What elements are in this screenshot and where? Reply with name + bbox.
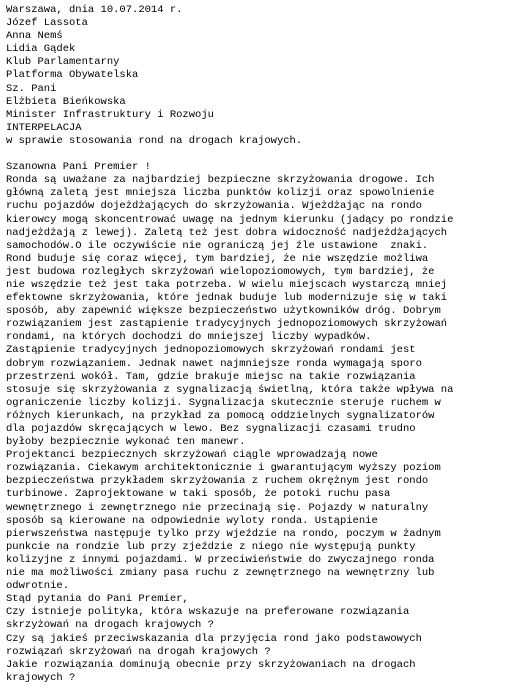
- body-line: Projektanci bezpiecznych skrzyżowań ciągle wprowadzają nowe: [6, 449, 378, 462]
- body-line: Czy istnieje polityka, która wskazuje na preferowane rozwiązania: [6, 606, 410, 619]
- body-line: nadjeżdżają z lewej). Zaletą też jest dobra widoczność nadjeżdżających: [6, 226, 448, 239]
- party-name: Platforma Obywatelska: [6, 69, 139, 82]
- body-line: rondami, na których dochodzi do mniejszej liczby wypadków.: [6, 331, 372, 344]
- document-type: INTERPELACJA: [6, 121, 82, 134]
- body-line: różnych kierunkach, na przykład za pomocą oddzielnych sygnalizatorów: [6, 409, 435, 422]
- body-line: odwrotnie.: [6, 580, 70, 593]
- author-name: Józef Lassota: [6, 17, 88, 30]
- body-line: skrzyżowań na drogach krajowych ?: [6, 619, 214, 632]
- body-line: jest budowa rozległych skrzyżowań wielopoziomowych, tym bardziej, że: [6, 265, 435, 278]
- body-line: przestrzeni wokół. Tam, gdzie brakuje miejsc na takie rozwiązania: [6, 370, 416, 383]
- body-line: sposób są kierowane na odpowiednie wyloty ronda. Ustąpienie: [6, 514, 378, 527]
- body-line: Jakie rozwiązania dominują obecnie przy skrzyżowaniach na drogach: [6, 658, 416, 671]
- body-line: Ronda są uważane za najbardziej bezpieczne skrzyżowania drogowe. Ich: [6, 174, 435, 187]
- body-line: dla pojazdów skręcających w lewo. Bez sygnalizacji czasami trudno: [6, 423, 416, 435]
- document-subject: w sprawie stosowania rond na drogach krajowych.: [6, 134, 303, 147]
- author-name: Lidia Gądek: [6, 43, 76, 56]
- body-line: krajowych ?: [6, 671, 76, 684]
- body-line: kierowcy mogą skoncentrować uwagę na jednym kierunku (jadący po rondzie: [6, 213, 454, 226]
- document-header: [6, 4, 502, 148]
- body-line: kolizyjne z innymi pojazdami. W przeciwieństwie do zwyczajnego ronda: [6, 553, 435, 566]
- addressee-intro: Sz. Pani: [6, 82, 57, 95]
- body-line: rozwiązania. Ciekawym architektonicznie i gwarantującym wyższy poziom: [6, 462, 441, 475]
- body-line: nie ma możliwości zmiany pasa ruchu z zewnętrznego na wewnętrzny lub: [6, 567, 435, 580]
- body-line: Rond buduje się coraz więcej, tym bardziej, że nie wszędzie możliwa: [6, 252, 429, 265]
- body-line: bezpieczeństwa przykładem skrzyżowania z ruchem okrężnym jest rondo: [6, 475, 429, 488]
- document-body: [6, 174, 502, 685]
- body-line: główną zaletą jest mniejsza liczba punktów kolizji oraz spowolnienie: [6, 187, 435, 200]
- body-line: rozwiązaniem jest zastąpienie tradycyjnych jednopoziomowych skrzyżowań: [6, 318, 448, 331]
- body-line: Czy są jakieś przeciwskazania dla przyjęcia rond jako podstawowych: [6, 632, 422, 645]
- body-line: dobrym rozwiązaniem. Jednak nawet najmniejsze ronda wymagają sporo: [6, 357, 422, 370]
- body-line: turbinowe. Zaprojektowane w taki sposób, że potoki ruchu pasa: [6, 488, 391, 501]
- date-line: Warszawa, dnia 10.07.2014 r.: [6, 4, 183, 16]
- addressee-title: Minister Infrastruktury i Rozwoju: [6, 108, 214, 121]
- body-line: ruchu pojazdów dojeżdżających do skrzyżowania. Wjeżdżając na rondo: [6, 200, 422, 213]
- greeting: Szanowna Pani Premier !: [6, 161, 151, 174]
- body-line: samochodów.O ile oczywiście nie ograniczą jej źle ustawione znaki.: [6, 239, 429, 252]
- body-line: ograniczenie liczby kolizji. Sygnalizacja skutecznie steruje ruchem w: [6, 396, 441, 409]
- club-name: Klub Parlamentarny: [6, 56, 120, 69]
- author-name: Anna Nemś: [6, 30, 63, 43]
- body-line: punkcie na rondzie lub przy zjeździe z niego nie występują punkty: [6, 540, 416, 553]
- body-line: efektowne skrzyżowania, które jednak buduje lub modernizuje się w taki: [6, 292, 448, 305]
- body-line: rozwiązań skrzyżowań na drogah krajowych ?: [6, 645, 271, 658]
- addressee-name: Elżbieta Bieńkowska: [6, 95, 126, 108]
- body-line: Stąd pytania do Pani Premier,: [6, 593, 189, 606]
- body-line: sposób, aby zapewnić większe bezpieczeństwo użytkowników dróg. Dobrym: [6, 305, 441, 318]
- body-line: stosuje się skrzyżowania z sygnalizacją świetlną, która także wpływa na: [6, 383, 454, 396]
- body-line: wewnętrznego i zewnętrznego nie przecinają się. Pojazdy w naturalny: [6, 501, 429, 514]
- body-line: nie wszędzie też jest taka potrzeba. W wielu miejscach wystarczą mniej: [6, 278, 448, 291]
- body-line: pierwszeństwa następuje tylko przy wjeździe na rondo, poczym w żadnym: [6, 527, 441, 540]
- body-line: byłoby bezpiecznie wykonać ten manewr.: [6, 436, 246, 449]
- body-line: Zastąpienie tradycyjnych jednopoziomowych skrzyżowań rondami jest: [6, 344, 416, 357]
- spacer: [6, 148, 502, 161]
